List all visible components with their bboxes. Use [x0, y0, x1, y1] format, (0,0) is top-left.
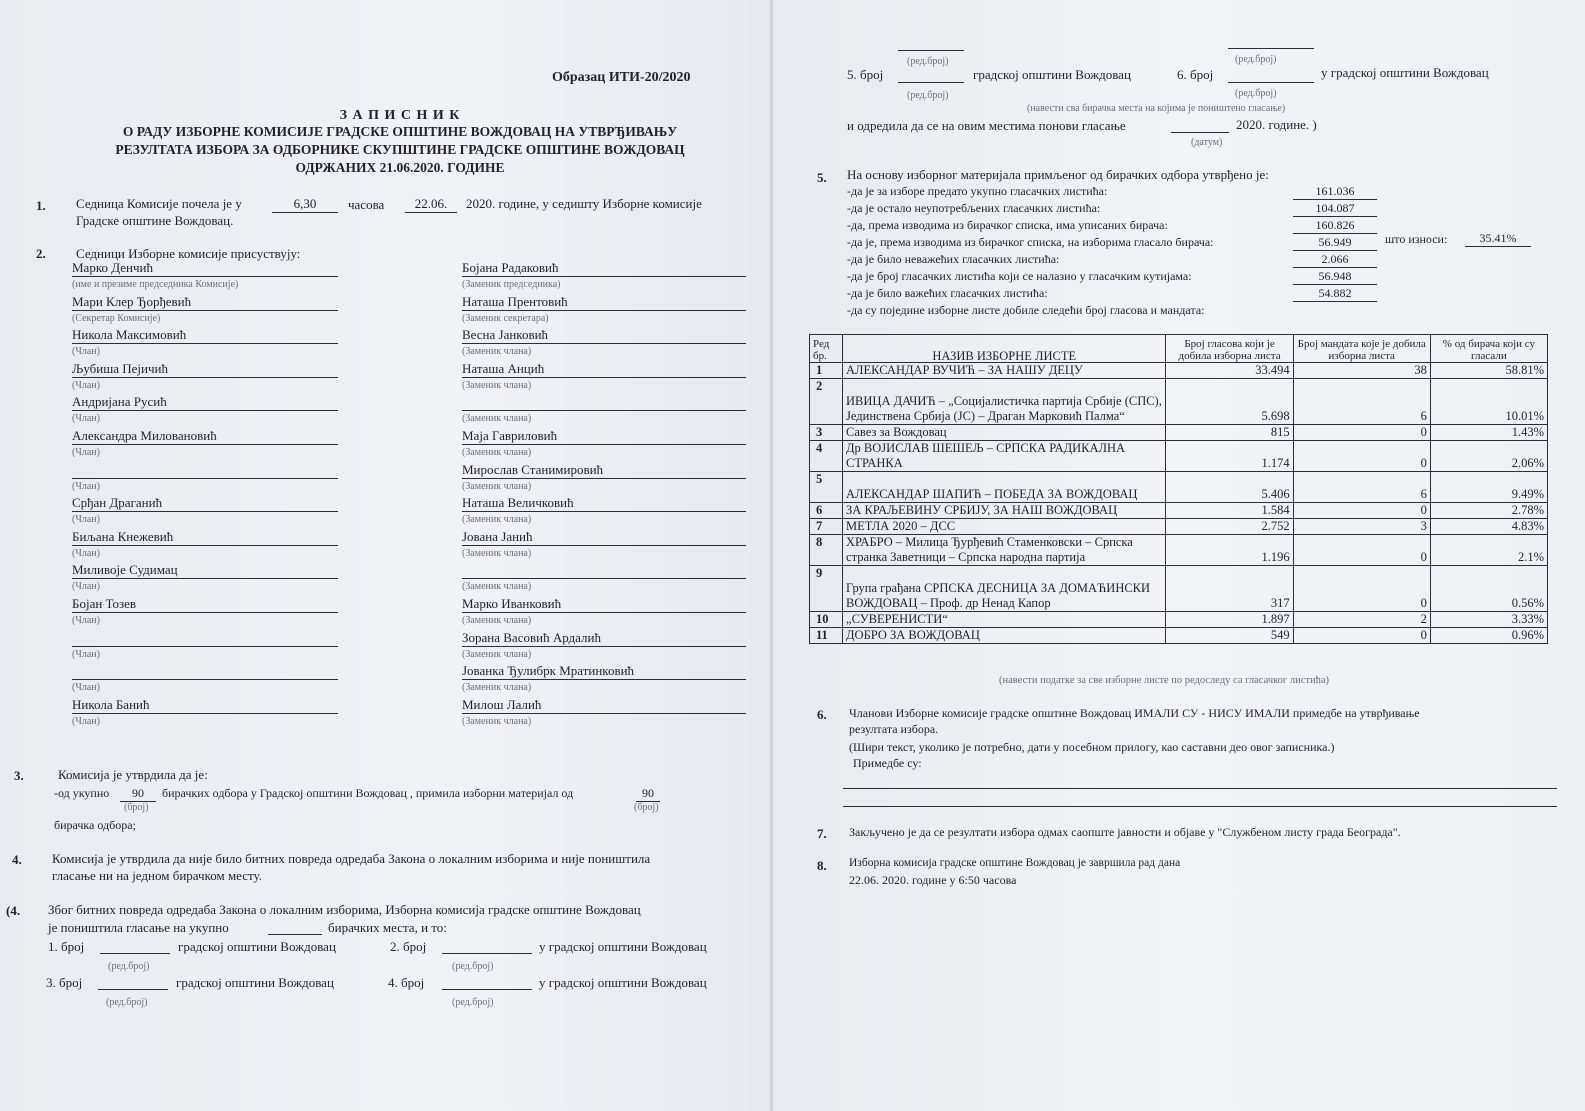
cell-list-name: ХРАБРО – Милица Ђурђевић Стаменковски – Српска странка Заветници – Српска народна партија — [843, 535, 1166, 566]
cell-seats: 3 — [1293, 519, 1430, 535]
hint-rb-top-1: (ред.број) — [907, 56, 949, 67]
table-note: (навести податке за све изборне листе по редоследу са гласачког листића) — [999, 675, 1329, 686]
cell-list-name: МЕТЛА 2020 – ДСС — [843, 519, 1166, 535]
cell-list-name: Др ВОЈИСЛАВ ШЕШЕЉ – СРПСКА РАДИКАЛНА СТРАНКА — [843, 441, 1166, 472]
section-4-text-b: гласање ни на једном бирачком месту. — [52, 868, 262, 883]
stat-value: 56.948 — [1293, 269, 1377, 285]
cell-rb: 6 — [810, 503, 843, 519]
cell-list-name: ИВИЦА ДАЧИЋ – „Социјалистичка партија Србије (СПС), Јединствена Србија (ЈС) – Драган Марковић Палма“ — [843, 379, 1166, 425]
hint-number-1: (број) — [124, 802, 149, 813]
cell-seats: 6 — [1293, 472, 1430, 503]
cell-rb: 9 — [810, 566, 843, 612]
stat-value: 54.882 — [1293, 286, 1377, 302]
cell-percent: 9.49% — [1430, 472, 1547, 503]
member-role: (Члан) — [72, 715, 100, 727]
remarks-line-1 — [843, 788, 1557, 789]
table-row — [810, 612, 1548, 628]
deputy-role: (Заменик члана) — [462, 447, 532, 458]
deputy-name — [462, 562, 746, 579]
cell-rb: 4 — [810, 441, 843, 472]
cell-percent: 1.43% — [1430, 425, 1547, 441]
section-6-text-c: (Шири текст, уколико је потребно, дати у посебном прилогу, као саставни део овог записника.) — [849, 740, 1335, 754]
section-6-number: 6. — [817, 707, 827, 722]
stat-label: -да је било неважећих гласачких листића: — [847, 252, 1060, 266]
section-4-number: 4. — [12, 852, 22, 867]
cell-seats: 0 — [1293, 441, 1430, 472]
cell-votes: 5.406 — [1166, 472, 1293, 503]
left-page — [0, 0, 770, 1111]
member-role: (Члан) — [72, 447, 100, 458]
title-zapisnik: З А П И С Н И К — [339, 108, 461, 123]
cell-percent: 0.96% — [1430, 628, 1547, 644]
section-8-text-a: Изборна комисија градске општине Вождовац је завршила рад дана — [849, 857, 1181, 869]
cell-list-name: АЛЕКСАНДАР ВУЧИЋ – ЗА НАШУ ДЕЦУ — [843, 363, 1166, 379]
right-page — [773, 0, 1585, 1111]
section-3-text-b: -од укупно — [54, 786, 110, 800]
cell-votes: 815 — [1166, 425, 1293, 441]
cell-seats: 0 — [1293, 503, 1430, 519]
deputy-name: Јованка Ђулибрк Мратинковић — [462, 663, 746, 680]
cell-rb: 1 — [810, 363, 843, 379]
member-role: (Члан) — [72, 547, 100, 559]
deputy-name: Наташа Прентовић — [462, 294, 746, 311]
results-table — [809, 334, 1548, 644]
hint-rb-2: (ред.број) — [452, 961, 494, 972]
stat-label: -да је за изборе предато укупно гласачких листића: — [847, 184, 1108, 198]
section-3-number: 3. — [14, 768, 24, 783]
stat-label: -да, према изводима из бирачког списка, има уписаних бирача: — [847, 218, 1168, 232]
table-row — [810, 441, 1548, 472]
cell-percent: 4.83% — [1430, 519, 1547, 535]
deputy-role: (Заменик председника) — [462, 279, 561, 290]
deputy-name: Маја Гавриловић — [462, 428, 746, 445]
section-4-alt-text-c: бирачких места, и то: — [328, 920, 447, 935]
cell-rb: 10 — [810, 612, 843, 628]
section-4-text-a: Комисија је утврдила да није било битних повреда одредаба Закона о локалним изборима и није поништила — [52, 851, 651, 866]
member-name: Александра Миловановић — [72, 428, 338, 445]
section-1-text-c: 2020. године, у седишту Изборне комисије — [466, 196, 702, 211]
cell-percent: 10.01% — [1430, 379, 1547, 425]
member-role: (Члан) — [72, 379, 100, 391]
header-votes: Број гласова који је добила изборна листа — [1166, 335, 1293, 363]
member-role: (име и презиме председника Комисије) — [72, 279, 239, 290]
member-name: Љубиша Пејичић — [72, 361, 338, 378]
deputy-name: Зорана Васовић Ардалић — [462, 630, 746, 647]
cell-list-name: ДОБРО ЗА ВОЖДОВАЦ — [843, 628, 1166, 644]
section-1-text-d: Градске општине Вождовац. — [76, 213, 234, 228]
annulled-place-1-text: градској општини Вождовац — [178, 939, 336, 954]
annulled-place-6-text: у градској општини Вождовац — [1321, 65, 1489, 80]
section-5-number: 5. — [817, 170, 827, 185]
deputy-role: (Заменик члана) — [462, 514, 532, 526]
hint-number-2: (број) — [634, 802, 659, 813]
member-role: (Члан) — [72, 648, 100, 660]
cell-list-name: ЗА КРАЉЕВИНУ СРБИЈУ, ЗА НАШ ВОЖДОВАЦ — [843, 503, 1166, 519]
cell-seats: 6 — [1293, 379, 1430, 425]
cell-votes: 1.196 — [1166, 535, 1293, 566]
cell-votes: 549 — [1166, 628, 1293, 644]
title-line-4: ОДРЖАНИХ 21.06.2020. ГОДИНЕ — [295, 160, 505, 175]
member-name: Никола Максимовић — [72, 327, 338, 344]
cell-percent: 2.06% — [1430, 441, 1547, 472]
cell-votes: 317 — [1166, 566, 1293, 612]
table-row — [810, 363, 1548, 379]
member-name — [72, 630, 338, 647]
member-role: (Члан) — [72, 346, 100, 358]
member-name: Бојан Тозев — [72, 596, 338, 613]
cell-list-name: Савез за Вождовац — [843, 425, 1166, 441]
cell-rb: 2 — [810, 379, 843, 425]
stat-label: -да је остало неупотребљених гласачких листића: — [847, 201, 1101, 215]
annulled-place-1-label: 1. број — [48, 939, 85, 954]
repeat-voting-text-a: и одредила да се на овим местима понови гласање — [847, 118, 1126, 133]
turnout-label: што износи: — [1385, 232, 1448, 246]
cell-rb: 11 — [810, 628, 843, 644]
hint-rb-top-2: (ред.број) — [1235, 54, 1277, 65]
table-row — [810, 519, 1548, 535]
total-polling-boards: 90 — [120, 786, 156, 802]
stat-value: 104.087 — [1293, 201, 1377, 217]
annulled-place-5-text: градској општини Вождовац — [973, 67, 1131, 82]
cell-seats: 0 — [1293, 628, 1430, 644]
hint-rb-4: (ред.број) — [452, 997, 494, 1008]
member-name: Никола Банић — [72, 697, 338, 714]
deputy-role: (Заменик члана) — [462, 615, 532, 626]
section-1-text-b: часова — [348, 197, 385, 212]
section-6-text-a: Чланови Изборне комисије градске општине Вождовац ИМАЛИ СУ - НИСУ ИМАЛИ примедбе на утврђивање — [849, 706, 1420, 720]
section-3-text-d: бирачка одбора; — [54, 818, 136, 832]
cell-seats: 2 — [1293, 612, 1430, 628]
section-7-text: Закључено је да се резултати избора одмах саопште јавности и објаве у "Службеном листу града Београда". — [849, 825, 1401, 839]
annulled-place-6-label: 6. број — [1177, 67, 1214, 82]
annulled-place-3-line — [98, 989, 168, 990]
section-4-alt-text-b: је поништила гласање на укупно — [48, 920, 229, 935]
hint-rb-3: (ред.број) — [106, 997, 148, 1008]
table-row — [810, 379, 1548, 425]
deputy-role: (Заменик члана) — [462, 715, 532, 727]
annulled-place-2-line — [442, 953, 532, 954]
deputy-name: Наташа Анцић — [462, 361, 746, 378]
deputy-role: (Заменик члана) — [462, 648, 532, 660]
table-row — [810, 535, 1548, 566]
member-name: Андријана Русић — [72, 394, 338, 411]
cell-rb: 3 — [810, 425, 843, 441]
cell-list-name: Група грађана СРПСКА ДЕСНИЦА ЗА ДОМАЋИНСКИ ВОЖДОВАЦ – Проф. др Ненад Капор — [843, 566, 1166, 612]
annulled-place-4-line — [442, 989, 532, 990]
deputy-name: Јована Јанић — [462, 529, 746, 546]
section-8-text-b: 22.06. 2020. године у 6:50 часова — [849, 873, 1017, 887]
cell-votes: 33.494 — [1166, 363, 1293, 379]
deputy-role: (Заменик секретара) — [462, 312, 549, 324]
deputy-name: Весна Јанковић — [462, 327, 746, 344]
cell-percent: 2.78% — [1430, 503, 1547, 519]
annulled-place-2-text: у градској општини Вождовац — [539, 939, 707, 954]
deputy-name: Марко Иванковић — [462, 596, 746, 613]
annulled-place-4-text: у градској општини Вождовац — [539, 975, 707, 990]
annulled-place-3-text: градској општини Вождовац — [176, 975, 334, 990]
deputy-role: (Заменик члана) — [462, 581, 532, 593]
annulled-place-5-line — [898, 82, 964, 83]
hint-date: (датум) — [1191, 137, 1223, 148]
section-2-number: 2. — [36, 246, 46, 261]
section-3-text-a: Комисија је утврдила да је: — [58, 767, 208, 782]
deputy-name: Бојана Радаковић — [462, 260, 746, 277]
stat-value: 161.036 — [1293, 184, 1377, 200]
cell-votes: 2.752 — [1166, 519, 1293, 535]
member-name: Миливоје Судимац — [72, 562, 338, 579]
cell-votes: 1.174 — [1166, 441, 1293, 472]
header-rb: Ред бр. — [810, 335, 843, 363]
header-percent: % од бирача који су гласали — [1430, 335, 1547, 363]
cell-seats: 0 — [1293, 535, 1430, 566]
deputy-role: (Заменик члана) — [462, 413, 532, 425]
cell-seats: 38 — [1293, 363, 1430, 379]
form-code: Образац ИТИ-20/2020 — [552, 70, 691, 85]
cell-percent: 2.1% — [1430, 535, 1547, 566]
cell-percent: 3.33% — [1430, 612, 1547, 628]
repeat-date-line — [1171, 132, 1229, 133]
rb-line-top-2 — [1228, 48, 1314, 49]
section-7-number: 7. — [817, 826, 827, 841]
section-8-number: 8. — [817, 858, 827, 873]
annulled-place-1-line — [100, 953, 170, 954]
stat-value: 160.826 — [1293, 218, 1377, 234]
table-row — [810, 472, 1548, 503]
member-role: (Члан) — [72, 615, 100, 626]
received-polling-boards: 90 — [636, 786, 660, 802]
table-row — [810, 503, 1548, 519]
member-name: Мари Клер Ђорђевић — [72, 294, 338, 311]
stat-value: 2.066 — [1293, 252, 1377, 268]
repeat-voting-text-b: 2020. године. ) — [1236, 117, 1317, 132]
cell-rb: 7 — [810, 519, 843, 535]
deputy-role: (Заменик члана) — [462, 480, 532, 492]
table-row — [810, 566, 1548, 612]
hint-annulled-places: (навести сва бирачка места на којима је поништено гласање) — [1027, 103, 1286, 114]
deputy-name: Милош Лалић — [462, 697, 746, 714]
deputy-name: Мирослав Станимировић — [462, 462, 746, 479]
cell-votes: 1.897 — [1166, 612, 1293, 628]
stat-label: -да је, према изводима из бирачког списка, на изборима гласало бирача: — [847, 235, 1214, 249]
cell-rb: 8 — [810, 535, 843, 566]
deputy-role: (Заменик члана) — [462, 379, 532, 391]
member-role: (Члан) — [72, 480, 100, 492]
member-name: Марко Денчић — [72, 260, 338, 277]
section-4-alt-text-a: Због битних повреда одредаба Закона о локалним изборима, Изборна комисија градске општине Вождовац — [48, 902, 641, 917]
member-name — [72, 663, 338, 680]
title-line-2: О РАДУ ИЗБОРНЕ КОМИСИЈЕ ГРАДСКЕ ОПШТИНЕ ВОЖДОВАЦ НА УТВРЂИВАЊУ — [122, 124, 678, 139]
hint-rb-1: (ред.број) — [108, 961, 150, 972]
member-role: (Секретар Комисије) — [72, 312, 161, 324]
member-role: (Члан) — [72, 514, 100, 526]
session-start-time: 6,30 — [272, 196, 338, 213]
section-3-text-c: бирачких одбора у Градској општини Вождовац , примила изборни материјал од — [162, 786, 574, 800]
cell-list-name: „СУВЕРЕНИСТИ“ — [843, 612, 1166, 628]
header-list-name: НАЗИВ ИЗБОРНЕ ЛИСТЕ — [843, 335, 1166, 363]
rb-line-top-1 — [898, 50, 964, 51]
section-1-number: 1. — [36, 198, 46, 213]
annulled-place-3-label: 3. број — [46, 975, 83, 990]
table-row — [810, 425, 1548, 441]
cell-seats: 0 — [1293, 425, 1430, 441]
annulled-place-4-label: 4. број — [388, 975, 425, 990]
annulled-place-5-label: 5. број — [847, 67, 884, 82]
member-role: (Члан) — [72, 581, 100, 593]
annulled-place-2-label: 2. број — [390, 939, 427, 954]
member-role: (Члан) — [72, 682, 100, 694]
member-name: Срђан Драганић — [72, 495, 338, 512]
cell-seats: 0 — [1293, 566, 1430, 612]
section-1-text-a: Седница Комисије почела је у — [76, 196, 242, 211]
deputy-name: Наташа Величковић — [462, 495, 746, 512]
annulled-count-line — [268, 934, 322, 935]
annulled-place-6-line — [1228, 82, 1314, 83]
section-6-text-d: Примедбе су: — [853, 756, 922, 770]
cell-percent: 0.56% — [1430, 566, 1547, 612]
stat-label: -да је број гласачких листића који се налазио у гласачким кутијама: — [847, 269, 1192, 283]
member-name: Биљана Кнежевић — [72, 529, 338, 546]
stat-value: 56.949 — [1293, 235, 1377, 251]
hint-rb-6: (ред.број) — [1235, 88, 1277, 99]
remarks-line-2 — [843, 806, 1557, 807]
deputy-role: (Заменик члана) — [462, 682, 532, 694]
title-line-3: РЕЗУЛТАТА ИЗБОРА ЗА ОДБОРНИКЕ СКУПШТИНЕ ГРАДСКЕ ОПШТИНЕ ВОЖДОВАЦ — [115, 142, 685, 157]
cell-rb: 5 — [810, 472, 843, 503]
member-name — [72, 462, 338, 479]
section-5-last: -да су поједине изборне листе добиле следећи број гласова и мандата: — [847, 303, 1205, 317]
cell-list-name: АЛЕКСАНДАР ШАПИЋ – ПОБЕДА ЗА ВОЖДОВАЦ — [843, 472, 1166, 503]
stat-label: -да је било важећих гласачких листића: — [847, 286, 1048, 300]
cell-votes: 1.584 — [1166, 503, 1293, 519]
deputy-role: (Заменик члана) — [462, 346, 532, 358]
section-4-alt-number: (4. — [6, 903, 21, 918]
table-row — [810, 628, 1548, 644]
turnout-percent: 35.41% — [1465, 231, 1531, 247]
deputy-name — [462, 394, 746, 411]
header-seats: Број мандата које је добила изборна листа — [1293, 335, 1430, 363]
section-2-text: Седници Изборне комисије присуствују: — [76, 246, 301, 261]
section-6-text-b: резултата избора. — [849, 722, 939, 736]
deputy-role: (Заменик члана) — [462, 547, 532, 559]
cell-percent: 58.81% — [1430, 363, 1547, 379]
cell-votes: 5.698 — [1166, 379, 1293, 425]
member-role: (Члан) — [72, 413, 100, 425]
hint-rb-5: (ред.број) — [907, 90, 949, 101]
section-5-text: На основу изборног материјала примљеног од бирачких одбора утврђено је: — [847, 167, 1269, 182]
session-date: 22.06. — [405, 196, 457, 213]
